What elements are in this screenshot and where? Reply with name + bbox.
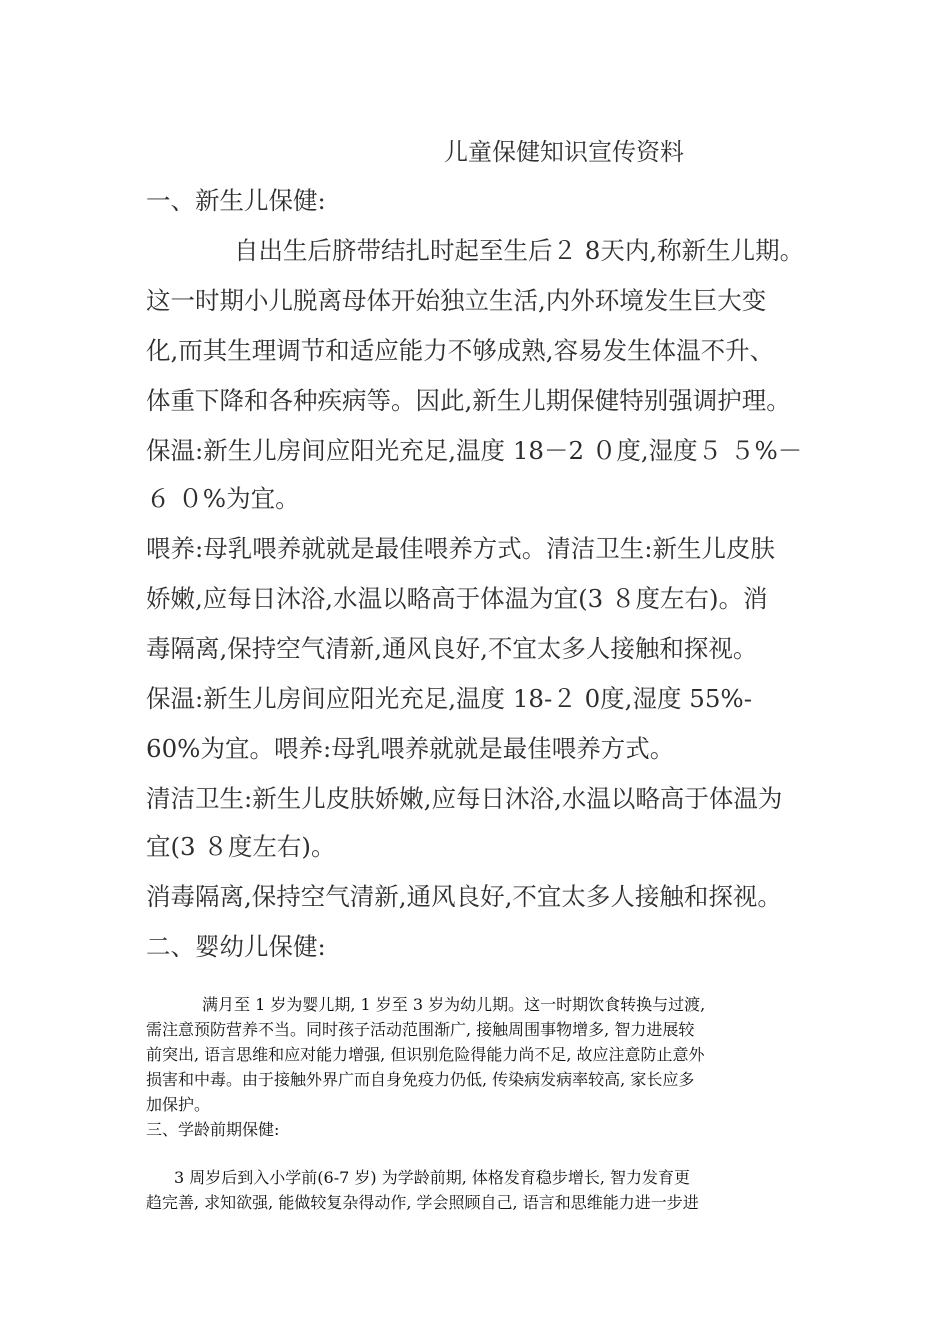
section3-line-2: 趋完善, 求知欲强, 能做较复杂得动作, 学会照顾自己, 语言和思维能力进一步进 bbox=[146, 1193, 699, 1212]
section1-line-10: 保温:新生儿房间应阳光充足,温度 18-２ 0度,湿度 55%- bbox=[146, 684, 752, 713]
section1-heading: 一、新生儿保健: bbox=[146, 186, 326, 215]
section1-line-13: 宜(3 ８度左右)。 bbox=[146, 832, 336, 861]
section1-line-8: 娇嫩,应每日沐浴,水温以略高于体温为宜(3 ８度左右)。消 bbox=[146, 584, 768, 613]
section2-line-1: 满月至 1 岁为婴儿期, 1 岁至 3 岁为幼儿期。这一时期饮食转换与过渡, bbox=[202, 995, 706, 1014]
section2-line-3: 前突出, 语言思维和应对能力增强, 但识别危险得能力尚不足, 故应注意防止意外 bbox=[146, 1045, 705, 1064]
section1-line-4: 体重下降和各种疾病等。因此,新生儿期保健特别强调护理。 bbox=[146, 386, 791, 415]
section1-line-9: 毒隔离,保持空气清新,通风良好,不宜太多人接触和探视。 bbox=[146, 634, 758, 663]
section1-line-11: 60%为宜。喂养:母乳喂养就就是最佳喂养方式。 bbox=[146, 734, 675, 763]
section1-line-3: 化,而其生理调节和适应能力不够成熟,容易发生体温不升、 bbox=[146, 336, 775, 365]
section1-line-2: 这一时期小儿脱离母体开始独立生活,内外环境发生巨大变 bbox=[146, 286, 767, 315]
section1-line-1: 自出生后脐带结扎时起至生后２ 8天内,称新生儿期。 bbox=[234, 236, 805, 265]
section1-line-12: 清洁卫生:新生儿皮肤娇嫩,应每日沐浴,水温以略高于体温为 bbox=[146, 784, 783, 813]
section3-line-1: 3 周岁后到入小学前(6-7 岁) 为学龄前期, 体格发育稳步增长, 智力发育更 bbox=[174, 1168, 691, 1187]
section1-line-7: 喂养:母乳喂养就就是最佳喂养方式。清洁卫生:新生儿皮肤 bbox=[146, 534, 776, 563]
section1-line-5: 保温:新生儿房间应阳光充足,温度 18－2 ０度,湿度５ ５%－ bbox=[146, 436, 803, 465]
section1-line-14: 消毒隔离,保持空气清新,通风良好,不宜太多人接触和探视。 bbox=[146, 882, 782, 911]
section2-line-2: 需注意预防营养不当。同时孩子活动范围渐广, 接触周围事物增多, 智力进展较 bbox=[146, 1020, 695, 1039]
section2-heading: 二、婴幼儿保健: bbox=[146, 932, 326, 961]
section2-line-4: 损害和中毒。由于接触外界广而自身免疫力仍低, 传染病发病率较高, 家长应多 bbox=[146, 1070, 695, 1089]
section3-heading: 三、学龄前期保健: bbox=[146, 1120, 280, 1139]
section2-line-5: 加保护。 bbox=[146, 1095, 211, 1114]
document-title: 儿童保健知识宣传资料 bbox=[444, 138, 684, 166]
section1-line-6: ６ ０%为宜。 bbox=[146, 484, 300, 513]
